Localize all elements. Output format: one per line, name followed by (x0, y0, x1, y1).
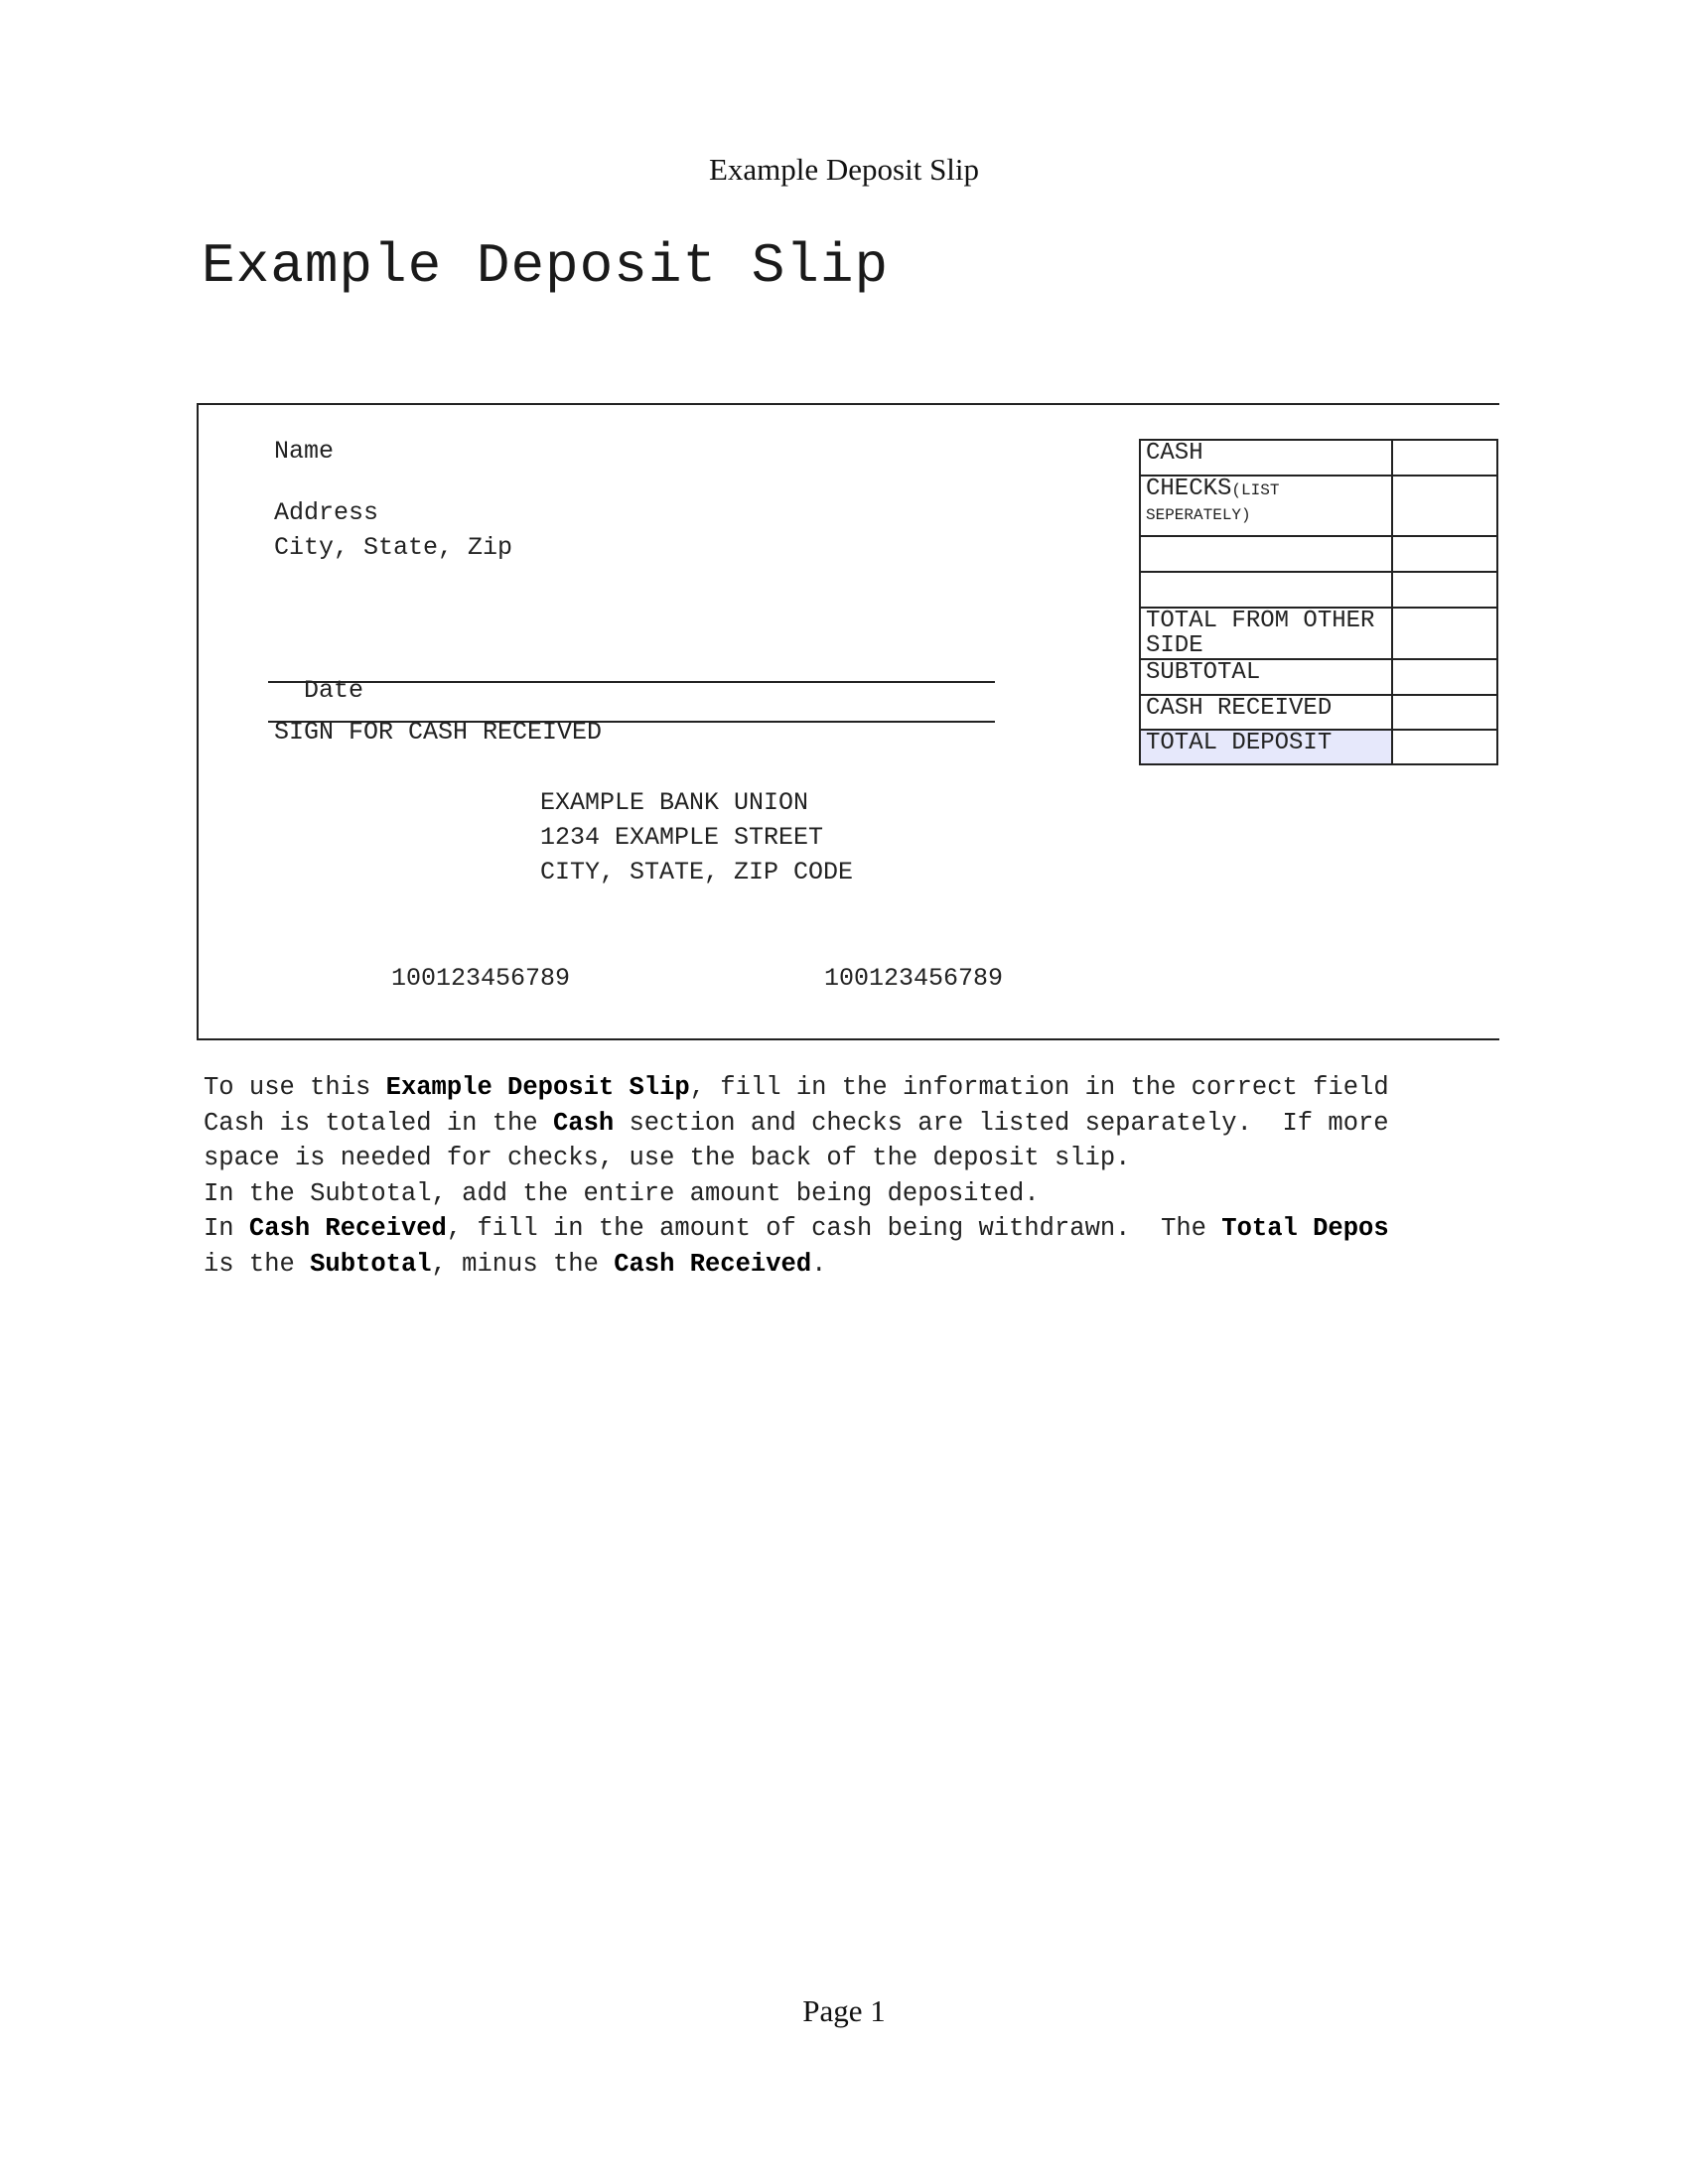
total-other-side-label: TOTAL FROM OTHER (1146, 608, 1375, 634)
address-field-label: Address (274, 498, 379, 527)
document-title: Example Deposit Slip (202, 234, 890, 298)
check-entry-field-1[interactable] (1140, 536, 1392, 572)
total-deposit-label: TOTAL DEPOSIT (1140, 730, 1392, 764)
checks-label-cell (1140, 476, 1392, 536)
bank-street: 1234 EXAMPLE STREET (540, 823, 824, 852)
checks-amount-field[interactable] (1392, 476, 1497, 536)
total-other-side-field[interactable] (1392, 608, 1497, 659)
table-row (1140, 659, 1497, 695)
checks-label: CHECKS (1146, 476, 1232, 502)
cash-label: CASH (1140, 440, 1392, 476)
checks-note-2: SEPERATELY) (1146, 506, 1251, 525)
account-number: 100123456789 (824, 964, 1004, 993)
check-amount-field-1[interactable] (1392, 536, 1497, 572)
bank-name: EXAMPLE BANK UNION (540, 788, 809, 817)
total-other-side-label-2: SIDE (1146, 632, 1203, 660)
table-row (1140, 572, 1497, 608)
page-header-title: Example Deposit Slip (708, 152, 980, 187)
cash-received-label: CASH RECEIVED (1140, 695, 1392, 730)
bank-city: CITY, STATE, ZIP CODE (540, 858, 854, 887)
name-field-label: Name (274, 437, 335, 466)
table-row (1140, 608, 1497, 659)
checks-note: (LIST (1231, 481, 1280, 499)
total-deposit-field[interactable] (1392, 730, 1497, 764)
table-row (1140, 695, 1497, 730)
page-number: Page 1 (802, 1993, 886, 2028)
subtotal-field[interactable] (1392, 659, 1497, 695)
subtotal-label: SUBTOTAL (1140, 659, 1392, 695)
table-row (1140, 730, 1497, 764)
date-field[interactable] (268, 647, 995, 705)
sign-cash-received-label: SIGN FOR CASH RECEIVED (274, 718, 603, 747)
city-state-zip-label: City, State, Zip (274, 533, 513, 562)
total-other-side-label-cell (1140, 608, 1392, 659)
cash-amount-field[interactable] (1392, 440, 1497, 476)
check-entry-field-2[interactable] (1140, 572, 1392, 608)
amount-table (1139, 439, 1498, 765)
date-field-label: Date (304, 676, 364, 705)
check-amount-field-2[interactable] (1392, 572, 1497, 608)
instructions-text: To use this Example Deposit Slip, fill in the information in the correct field Cash is totaled in the Cash section and checks are listed separately. If more space is needed for checks, use the back of the deposit slip. In the Subtotal, add the entire amount being deposited. In Cash Received, fill in the amount of cash being withdrawn. The Total Depos is the Subtotal, minus the Cash Received. (204, 1073, 1389, 1279)
cash-received-field[interactable] (1392, 695, 1497, 730)
table-row (1140, 476, 1497, 536)
table-row (1140, 536, 1497, 572)
table-row (1140, 440, 1497, 476)
routing-number: 100123456789 (391, 964, 571, 993)
